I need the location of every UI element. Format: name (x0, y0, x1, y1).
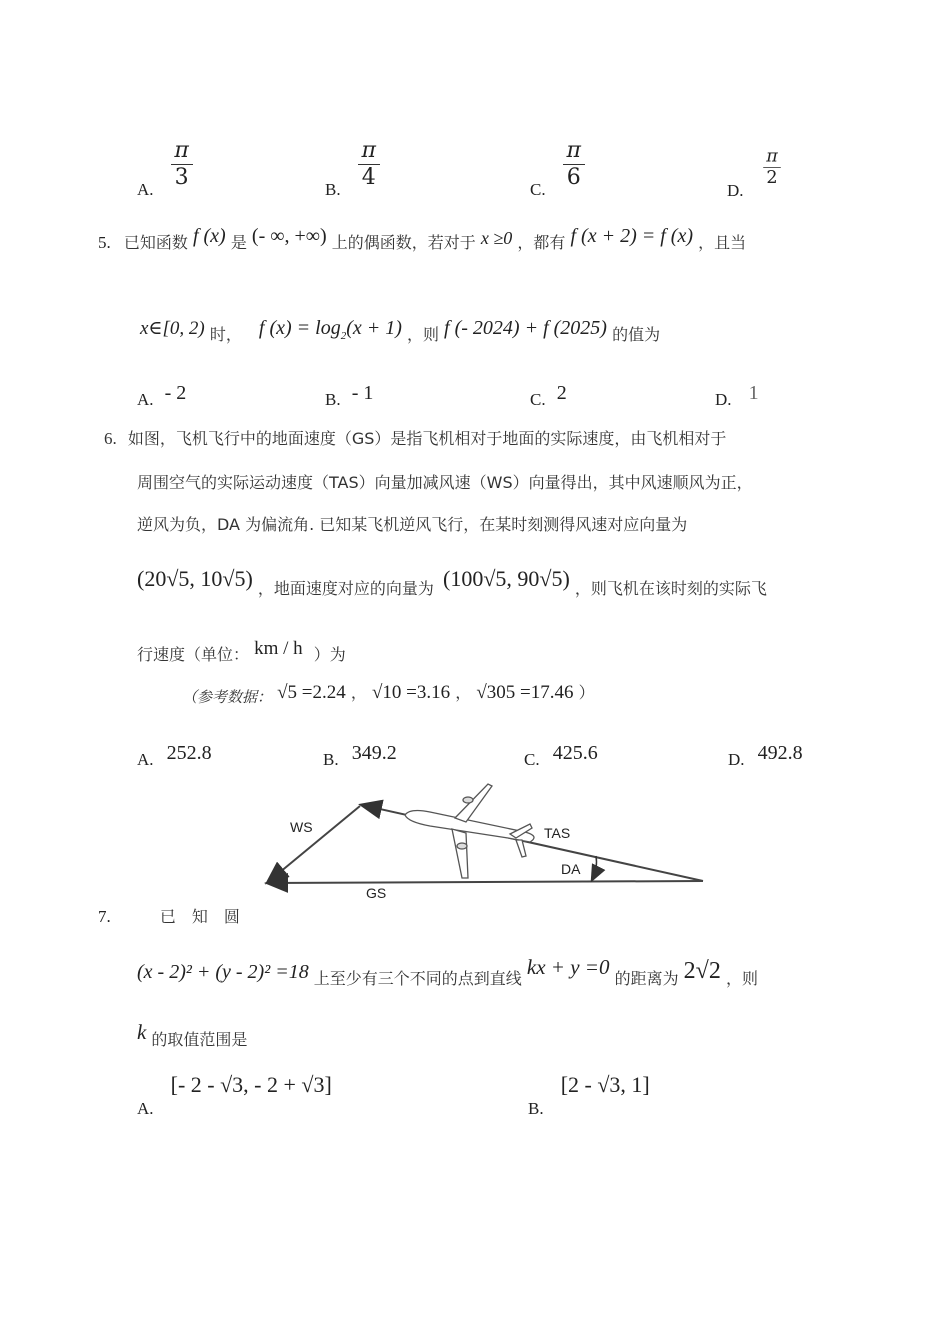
circle-equation: (x - 2)² + (y - 2)² =18 (137, 961, 309, 983)
definition: f $(x) = \log_2(x + 1)$ (258, 317, 402, 342)
q6-line2: 周围空气的实际运动速度（TAS）向量加减风速（WS）向量得出，其中风速顺风为正， (137, 473, 753, 492)
option-fraction: $\frac{\pi}{3}$ (171, 140, 193, 189)
q5-option-d: D. 1 (715, 382, 759, 409)
ws-arrow (268, 806, 360, 882)
q5-line2: x∈[0, 2) 时， f $(x) = \log_2(x + 1)$ ，则 f (- 2024) + f (2025) 的值为 (140, 317, 661, 344)
expression: f (- 2024) + f (2025) (444, 317, 607, 339)
period-equation: f (x + 2) = f (x) (570, 225, 693, 247)
q7-line2: (x - 2)² + (y - 2)² =18 上至少有三个不同的点到直线 kx + y =0 的距离为 2√2 ，则 (137, 955, 758, 988)
q5-option-b: B. - 1 (325, 382, 374, 409)
q6-reference: （参考数据： √5 =2.24 ， √10 =3.16 ， √305 =17.46 ） (182, 682, 595, 706)
q6-option-b: B. 349.2 (323, 742, 397, 769)
question-number: 6. (104, 429, 117, 448)
q6-line4: (20√5, 10√5) ，地面速度对应的向量为 (100√5, 90√5) ，则飞机在该时刻的实际飞 (137, 566, 767, 598)
interval: x∈[0, 2) (140, 318, 205, 339)
q7-option-a: A. [- 2 - √3, - 2 + √3] (137, 1072, 332, 1118)
unit: km / h (254, 638, 303, 659)
q6-option-d: D. 492.8 (728, 742, 803, 769)
option-letter: B. (325, 180, 341, 199)
domain: (- ∞, +∞) (251, 225, 327, 247)
option-fraction: $\frac{\pi}{4}$ (358, 140, 380, 189)
tas-label: TAS (544, 825, 571, 841)
da-label: DA (561, 861, 581, 877)
airplane-icon (405, 784, 534, 878)
q7-option-b: B. [2 - √3, 1] (528, 1072, 650, 1118)
gs-arrow (268, 881, 703, 883)
option-letter: D. (727, 181, 744, 200)
q5-option-a: A. - 2 (137, 382, 187, 409)
gs-label: GS (366, 885, 387, 901)
q5-line1: 5. 已知函数 f (x) 是 (- ∞, +∞) 上的偶函数，若对于 x ≥0 ，都有 f (x + 2) = f (x) ，且当 (98, 225, 747, 252)
function-f: f (x) (192, 225, 226, 247)
distance: 2√2 (683, 958, 721, 984)
question-number: 5. (98, 233, 111, 252)
option-letter: C. (530, 180, 546, 199)
q7-line1: 7. 已 知 圆 (98, 907, 240, 926)
question-number: 7. (98, 907, 111, 926)
q6-option-c: C. 425.6 (524, 742, 598, 769)
line-equation: kx + y =0 (526, 955, 610, 979)
condition: x ≥0 (480, 228, 513, 248)
option-fraction: $\frac{\pi}{2}$ (765, 146, 778, 188)
q6-line5: 行速度（单位： km / h ）为 (137, 638, 346, 664)
option-letter: A. (137, 180, 154, 199)
gs-vector: (100√5, 90√5) (443, 566, 570, 591)
q6-line1: 6. 如图，飞机飞行中的地面速度（GS）是指飞机相对于地面的实际速度，由飞机相对于 (104, 429, 727, 448)
q7-line3: k 的取值范围是 (137, 1020, 248, 1049)
da-arc (592, 856, 597, 880)
option-fraction: $\frac{\pi}{6}$ (563, 140, 585, 189)
ws-label: WS (290, 819, 313, 835)
q5-option-c: C. 2 (530, 382, 567, 409)
ws-vector: (20√5, 10√5) (137, 566, 253, 591)
q6-line3: 逆风为负，DA 为偏流角. 已知某飞机逆风飞行，在某时刻测得风速对应向量为 (137, 515, 688, 534)
q6-option-a: A. 252.8 (137, 742, 212, 769)
